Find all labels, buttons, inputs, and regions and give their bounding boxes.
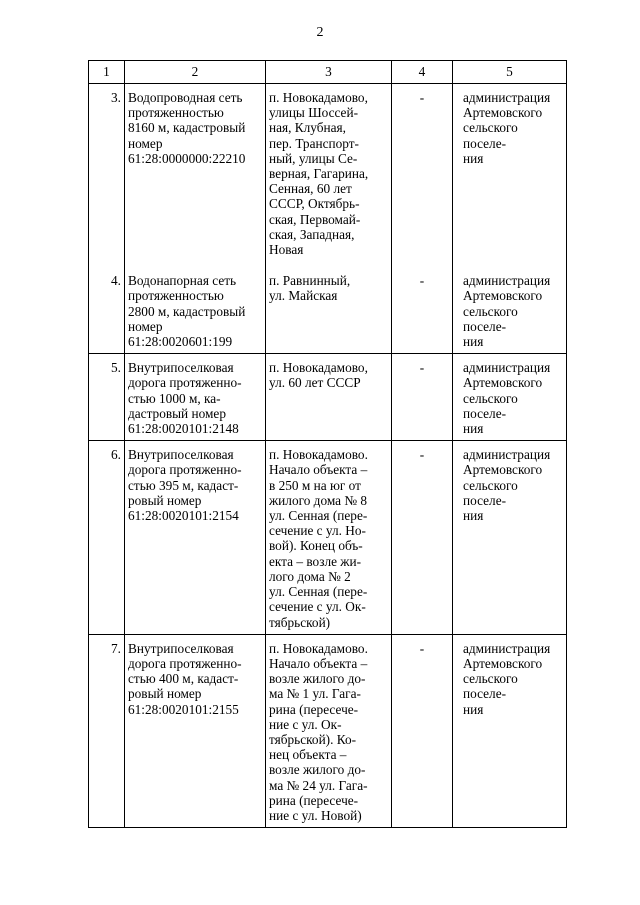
object-description-line: Внутрипоселковая	[128, 640, 234, 656]
object-description-line: дастровый номер	[128, 405, 226, 421]
object-description-line: ровый номер	[128, 686, 202, 702]
owner-cell	[453, 441, 567, 634]
owner-line: Артемовского	[463, 462, 543, 478]
object-description-line: дорога протяженно-	[128, 655, 242, 671]
column-header: 1	[89, 61, 125, 84]
table-row	[89, 441, 567, 634]
column-header: 5	[453, 61, 567, 84]
address-line: ул. 60 лет СССР	[269, 375, 361, 391]
row-number: 4.	[89, 261, 125, 354]
address-line: екта – возле жи-	[269, 553, 362, 569]
address-line: п. Новокадамово.	[269, 447, 368, 463]
address-line: ный, улицы Се-	[269, 150, 358, 166]
row-number: 6.	[89, 441, 125, 634]
object-description-cell	[125, 84, 266, 262]
object-description-line: номер	[128, 318, 163, 334]
address-line: п. Равнинный,	[269, 273, 351, 289]
object-description-line: 61:28:0000000:22210	[128, 150, 246, 166]
address-line: в 250 м на юг от	[269, 477, 361, 493]
owner-line: сельского поселе-	[463, 303, 518, 334]
column-header: 3	[266, 61, 392, 84]
address-line: вой). Конец объ-	[269, 538, 363, 554]
owner-line: Артемовского	[463, 288, 543, 304]
owner-line: Артемовского	[463, 105, 543, 121]
address-line: СССР, Октябрь-	[269, 196, 360, 212]
address-line: улицы Шоссей-	[269, 105, 358, 121]
object-description-line: 8160 м, кадастровый	[128, 120, 246, 136]
object-description-cell	[125, 634, 266, 827]
owner-line: сельского поселе-	[463, 120, 518, 151]
address-line: тябрьской). Ко-	[269, 731, 357, 747]
table-row	[89, 261, 567, 354]
object-description-line: ровый номер	[128, 492, 202, 508]
object-description-line: Водопроводная сеть	[128, 90, 243, 105]
table-header-row	[89, 61, 567, 84]
column-header: 4	[392, 61, 453, 84]
owner-line: администрация	[463, 90, 551, 105]
address-line: ская, Западная,	[269, 226, 355, 242]
page-number: 2	[316, 25, 324, 40]
column-4-value: -	[392, 354, 453, 441]
object-description-line: дорога протяженно-	[128, 375, 242, 391]
table-row	[89, 634, 567, 827]
address-line: лого дома № 2	[269, 568, 351, 584]
address-line: Начало объекта –	[269, 655, 368, 671]
object-description-line: стью 400 м, кадаст-	[128, 671, 239, 687]
owner-line: администрация	[463, 640, 551, 656]
address-line: ние с ул. Ок-	[269, 716, 342, 732]
column-4-value: -	[392, 84, 453, 262]
address-line: рина (пересече-	[269, 792, 359, 808]
address-line: пер. Транспорт-	[269, 135, 359, 151]
table-row	[89, 84, 567, 262]
object-description-line: 61:28:0020101:2154	[128, 508, 239, 524]
owner-line: администрация	[463, 447, 551, 463]
column-4-value: -	[392, 261, 453, 354]
address-cell	[266, 634, 392, 827]
address-line: Сенная, 60 лет	[269, 181, 352, 197]
object-description-line: Водонапорная сеть	[128, 273, 237, 289]
object-description-line: стью 395 м, кадаст-	[128, 477, 239, 493]
address-line: ние с ул. Новой)	[269, 807, 362, 823]
address-cell	[266, 441, 392, 634]
owner-line: ния	[463, 701, 484, 717]
address-line: ул. Майская	[269, 288, 338, 304]
address-line: рина (пересече-	[269, 701, 359, 717]
owner-line: администрация	[463, 273, 551, 289]
address-line: ма № 1 ул. Гага-	[269, 686, 361, 702]
column-header: 2	[125, 61, 266, 84]
object-description-cell	[125, 354, 266, 441]
address-line: ная, Клубная,	[269, 120, 346, 136]
object-description-line: Внутрипоселковая	[128, 447, 234, 463]
column-4-value: -	[392, 634, 453, 827]
address-line: сечение с ул. Ок-	[269, 599, 366, 615]
owner-line: администрация	[463, 360, 551, 376]
object-description-line: 61:28:0020101:2148	[128, 421, 239, 437]
address-line: п. Новокадамово,	[269, 360, 368, 376]
address-line: ул. Сенная (пере-	[269, 584, 368, 600]
object-description-line: Внутрипоселковая	[128, 360, 234, 376]
address-line: Новая	[269, 242, 304, 258]
object-description-line: стью 1000 м, ка-	[128, 390, 221, 406]
object-description-line: 2800 м, кадастровый	[128, 303, 246, 319]
object-description-line: протяженностью	[128, 288, 224, 304]
owner-line: ния	[463, 334, 484, 350]
table-row	[89, 354, 567, 441]
object-description-line: протяженностью	[128, 105, 224, 121]
address-line: ская, Первомай-	[269, 211, 361, 227]
row-number: 7.	[89, 634, 125, 827]
address-cell	[266, 84, 392, 262]
object-description-line: дорога протяженно-	[128, 462, 242, 478]
row-number: 5.	[89, 354, 125, 441]
address-cell	[266, 354, 392, 441]
owner-cell	[453, 84, 567, 262]
object-description-cell	[125, 261, 266, 354]
address-line: сечение с ул. Но-	[269, 523, 366, 539]
address-line: ул. Сенная (пере-	[269, 508, 368, 524]
address-line: ма № 24 ул. Гага-	[269, 777, 368, 793]
address-line: п. Новокадамово.	[269, 640, 368, 656]
address-line: Начало объекта –	[269, 462, 368, 478]
address-line: возле жилого до-	[269, 671, 366, 687]
object-description-line: номер	[128, 135, 163, 151]
property-table	[88, 60, 567, 828]
address-line: п. Новокадамово,	[269, 90, 368, 105]
address-line: верная, Гагарина,	[269, 166, 369, 182]
row-number: 3.	[89, 84, 125, 262]
object-description-cell	[125, 441, 266, 634]
owner-line: ния	[463, 150, 484, 166]
owner-line: Артемовского	[463, 655, 543, 671]
owner-line: Артемовского	[463, 375, 543, 391]
address-line: тябрьской)	[269, 614, 331, 630]
address-cell	[266, 261, 392, 354]
owner-cell	[453, 354, 567, 441]
address-line: возле жилого до-	[269, 762, 366, 778]
object-description-line: 61:28:0020601:199	[128, 334, 233, 350]
owner-line: сельского поселе-	[463, 477, 518, 508]
object-description-line: 61:28:0020101:2155	[128, 701, 239, 717]
owner-line: сельского поселе-	[463, 390, 518, 421]
owner-cell	[453, 261, 567, 354]
address-line: жилого дома № 8	[269, 492, 368, 508]
column-4-value: -	[392, 441, 453, 634]
address-line: нец объекта –	[269, 747, 347, 763]
owner-line: ния	[463, 508, 484, 524]
owner-line: ния	[463, 421, 484, 437]
owner-line: сельского поселе-	[463, 671, 518, 702]
owner-cell	[453, 634, 567, 827]
